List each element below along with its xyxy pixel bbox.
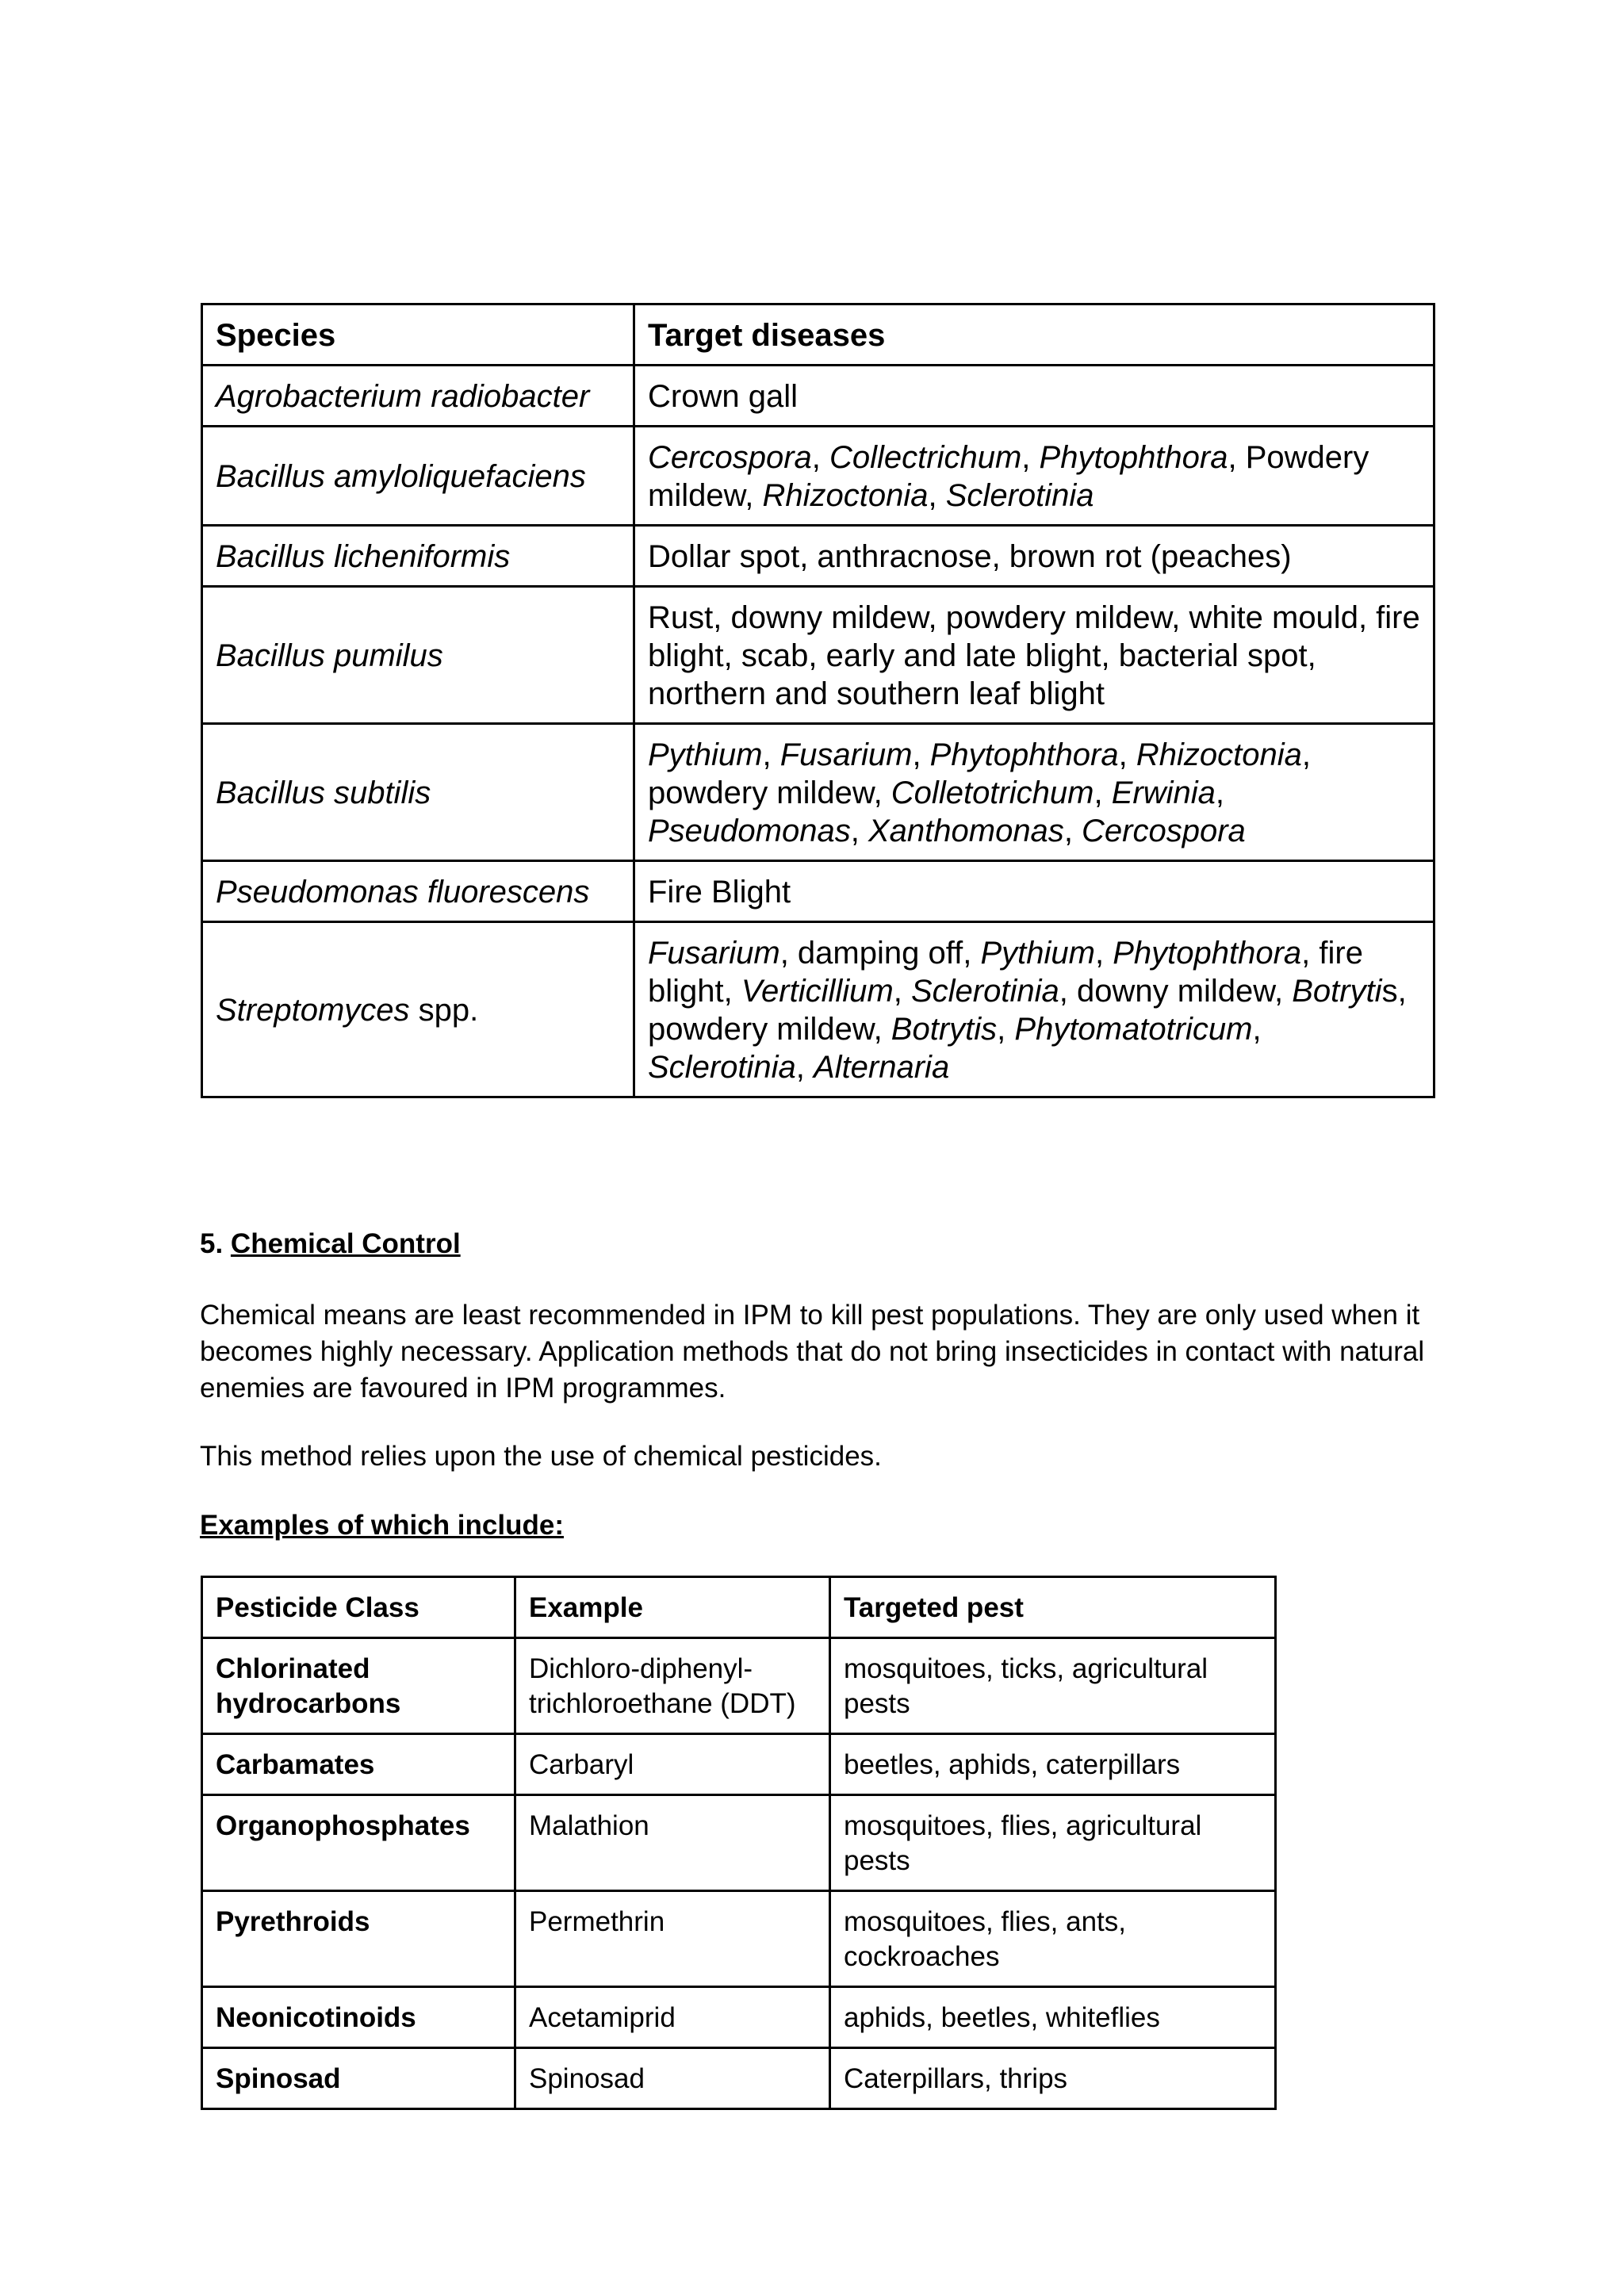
example-cell: Acetamiprid [515, 1987, 830, 2048]
biocontrol-species-table [201, 303, 1435, 1098]
example-cell: Spinosad [515, 2048, 830, 2109]
species-suffix: spp. [409, 993, 479, 1028]
targeted-pest-cell: Caterpillars, thrips [830, 2048, 1276, 2109]
intro-paragraph: Chemical means are least recommended in IPM to kill pest populations. They are only used when it becomes highly necessary. Application methods that do not bring insecticides in contact with natural enemies are favoured in IPM programmes. [200, 1300, 1425, 1404]
target-diseases-cell: Cercospora, Collectrichum, Phytophthora, Powdery mildew, Rhizoctonia, Sclerotinia [634, 427, 1434, 526]
table-row [202, 427, 1434, 526]
pesticide-class-cell: Carbamates [202, 1734, 515, 1795]
species-cell [202, 861, 634, 922]
table-row [202, 1734, 1276, 1795]
target-diseases-cell: Fire Blight [634, 861, 1434, 922]
species-name: Streptomyces [216, 993, 410, 1028]
table-row [202, 2048, 1276, 2109]
table-row [202, 1987, 1276, 2048]
example-cell: Malathion [515, 1795, 830, 1891]
column-header-targeted-pest: Targeted pest [830, 1577, 1276, 1638]
species-name: Bacillus licheniformis [216, 539, 511, 574]
section-title: Chemical Control [230, 1228, 461, 1259]
table-row [202, 366, 1434, 427]
table-row [202, 724, 1434, 861]
species-name: Bacillus subtilis [216, 776, 431, 810]
column-header-pesticide-class: Pesticide Class [202, 1577, 515, 1638]
pesticide-table-body [202, 1638, 1276, 2109]
species-name: Pseudomonas fluorescens [216, 875, 590, 910]
table-header-row [202, 1577, 1276, 1638]
table-row [202, 1638, 1276, 1734]
target-diseases-cell: Rust, downy mildew, powdery mildew, white mould, fire blight, scab, early and late blight, bacterial spot, northern and southern leaf blight [634, 587, 1434, 724]
method-paragraph: This method relies upon the use of chemical pesticides. [200, 1441, 882, 1472]
table-row [202, 1795, 1276, 1891]
targeted-pest-cell: aphids, beetles, whiteflies [830, 1987, 1276, 2048]
targeted-pest-cell: beetles, aphids, caterpillars [830, 1734, 1276, 1795]
example-cell: Permethrin [515, 1891, 830, 1987]
section-heading [200, 1226, 1437, 1262]
species-cell [202, 922, 634, 1097]
species-cell [202, 427, 634, 526]
pesticide-class-cell: Organophosphates [202, 1795, 515, 1891]
table-row [202, 922, 1434, 1097]
pesticide-class-cell: Pyrethroids [202, 1891, 515, 1987]
targeted-pest-cell: mosquitoes, flies, agricultural pests [830, 1795, 1276, 1891]
species-name: Bacillus pumilus [216, 638, 443, 673]
table-row [202, 861, 1434, 922]
species-cell [202, 587, 634, 724]
column-header-target-diseases: Target diseases [634, 304, 1434, 366]
column-header-species: Species [202, 304, 634, 366]
target-diseases-cell: Pythium, Fusarium, Phytophthora, Rhizoctonia, powdery mildew, Colletotrichum, Erwinia, Pseudomonas, Xanthomonas, Cercospora [634, 724, 1434, 861]
species-cell [202, 526, 634, 587]
species-cell [202, 724, 634, 861]
pesticide-class-cell: Chlorinated hydrocarbons [202, 1638, 515, 1734]
pesticide-class-cell: Neonicotinoids [202, 1987, 515, 2048]
pesticide-class-cell: Spinosad [202, 2048, 515, 2109]
table-row [202, 1891, 1276, 1987]
target-diseases-cell: Fusarium, damping off, Pythium, Phytophthora, fire blight, Verticillium, Sclerotinia, downy mildew, Botrytis, powdery mildew, Botrytis, Phytomatotricum, Sclerotinia, Alternaria [634, 922, 1434, 1097]
examples-heading: Examples of which include: [200, 1510, 564, 1541]
species-name: Bacillus amyloliquefaciens [216, 459, 586, 494]
target-diseases-cell: Dollar spot, anthracnose, brown rot (peaches) [634, 526, 1434, 587]
species-name: Agrobacterium radiobacter [216, 379, 590, 414]
column-header-example: Example [515, 1577, 830, 1638]
targeted-pest-cell: mosquitoes, flies, ants, cockroaches [830, 1891, 1276, 1987]
table-row [202, 587, 1434, 724]
targeted-pest-cell: mosquitoes, ticks, agricultural pests [830, 1638, 1276, 1734]
example-cell: Dichloro-diphenyl-trichloroethane (DDT) [515, 1638, 830, 1734]
table-header-row [202, 304, 1434, 366]
biocontrol-table-body [202, 366, 1434, 1097]
table-row [202, 526, 1434, 587]
target-diseases-cell: Crown gall [634, 366, 1434, 427]
example-cell: Carbaryl [515, 1734, 830, 1795]
species-cell [202, 366, 634, 427]
pesticide-table [201, 1576, 1277, 2110]
section-number: 5. [200, 1228, 231, 1259]
